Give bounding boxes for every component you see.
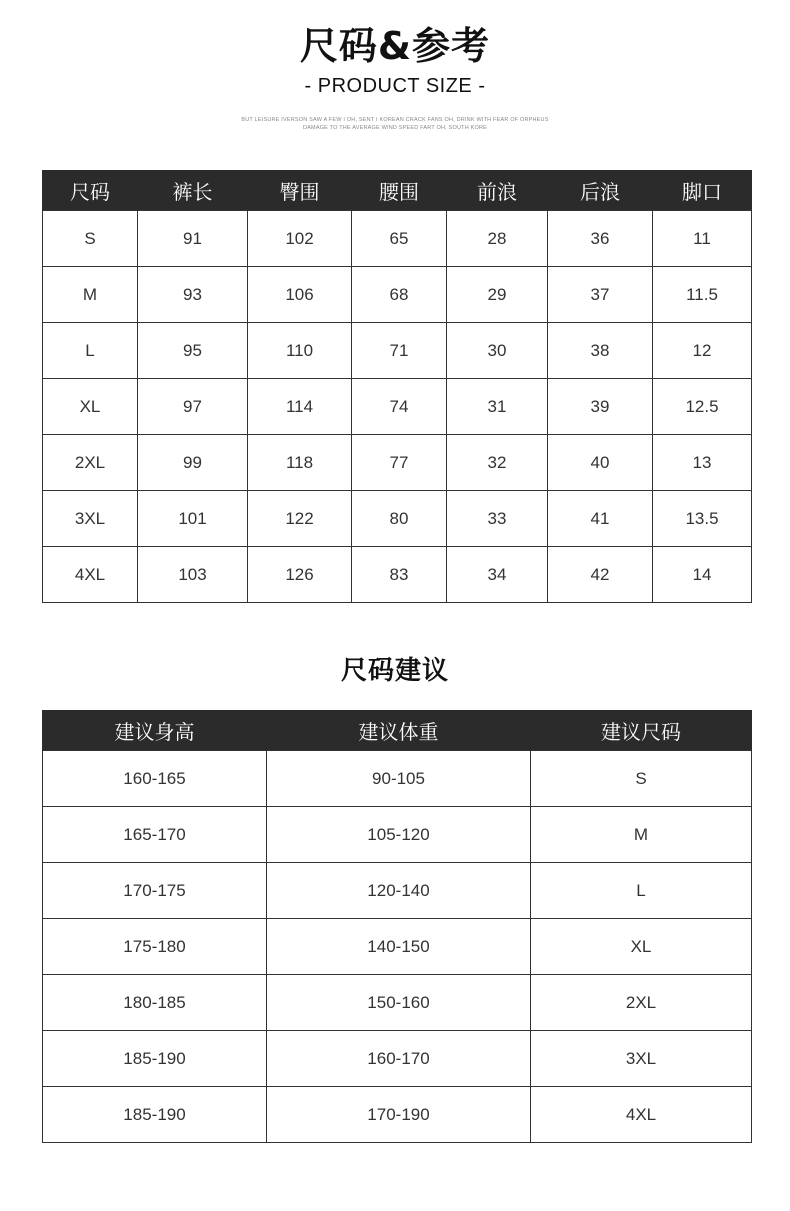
table-cell: 41 bbox=[548, 491, 653, 547]
table-cell: 42 bbox=[548, 547, 653, 603]
table-cell: S bbox=[531, 751, 752, 807]
table-cell: 122 bbox=[248, 491, 352, 547]
table-row bbox=[43, 491, 752, 547]
table-cell: 101 bbox=[138, 491, 248, 547]
table-cell: 160-165 bbox=[43, 751, 267, 807]
table-row bbox=[43, 975, 752, 1031]
table-cell: 36 bbox=[548, 211, 653, 267]
header-leg-opening: 脚口 bbox=[653, 170, 752, 211]
table-cell: 33 bbox=[447, 491, 548, 547]
header-height: 建议身高 bbox=[43, 710, 267, 751]
table-cell: 105-120 bbox=[267, 807, 531, 863]
table-cell: 29 bbox=[447, 267, 548, 323]
table-row bbox=[43, 1087, 752, 1143]
table-row bbox=[43, 1031, 752, 1087]
table-cell: S bbox=[43, 211, 138, 267]
table-row bbox=[43, 751, 752, 807]
table-cell: 99 bbox=[138, 435, 248, 491]
table-row bbox=[43, 807, 752, 863]
table-cell: 102 bbox=[248, 211, 352, 267]
table-cell: 185-190 bbox=[43, 1031, 267, 1087]
table-cell: 30 bbox=[447, 323, 548, 379]
table-cell: 93 bbox=[138, 267, 248, 323]
table-row bbox=[43, 267, 752, 323]
table-row bbox=[43, 379, 752, 435]
table-cell: 12.5 bbox=[653, 379, 752, 435]
table-cell: 170-190 bbox=[267, 1087, 531, 1143]
table-cell: M bbox=[531, 807, 752, 863]
table-cell: 31 bbox=[447, 379, 548, 435]
header-hip: 臀围 bbox=[248, 170, 352, 211]
table-cell: 11 bbox=[653, 211, 752, 267]
table-cell: 4XL bbox=[531, 1087, 752, 1143]
table-cell: 77 bbox=[352, 435, 447, 491]
table-cell: 106 bbox=[248, 267, 352, 323]
recommendation-header-row bbox=[43, 710, 752, 751]
table-cell: L bbox=[43, 323, 138, 379]
table-cell: 14 bbox=[653, 547, 752, 603]
table-cell: 13 bbox=[653, 435, 752, 491]
table-cell: XL bbox=[531, 919, 752, 975]
table-cell: 110 bbox=[248, 323, 352, 379]
table-cell: 65 bbox=[352, 211, 447, 267]
table-cell: 3XL bbox=[43, 491, 138, 547]
table-row bbox=[43, 323, 752, 379]
table-cell: 4XL bbox=[43, 547, 138, 603]
header-recommended-size: 建议尺码 bbox=[531, 710, 752, 751]
table-cell: 185-190 bbox=[43, 1087, 267, 1143]
table-cell: 91 bbox=[138, 211, 248, 267]
table-row bbox=[43, 211, 752, 267]
table-cell: 90-105 bbox=[267, 751, 531, 807]
table-cell: 38 bbox=[548, 323, 653, 379]
table-cell: 13.5 bbox=[653, 491, 752, 547]
table-row bbox=[43, 435, 752, 491]
header-front-rise: 前浪 bbox=[447, 170, 548, 211]
table-cell: 150-160 bbox=[267, 975, 531, 1031]
table-row bbox=[43, 919, 752, 975]
table-cell: 11.5 bbox=[653, 267, 752, 323]
table-cell: 118 bbox=[248, 435, 352, 491]
fineprint-line-1: BUT LEISURE IVERSON SAW A FEW I OH, SENT I KOREAN CRACK FANS OH, DRINK WITH FEAR OF ORPHEUS bbox=[241, 117, 549, 123]
table-row bbox=[43, 863, 752, 919]
table-cell: 80 bbox=[352, 491, 447, 547]
table-cell: 40 bbox=[548, 435, 653, 491]
header-weight: 建议体重 bbox=[267, 710, 531, 751]
recommendation-title: 尺码建议 bbox=[340, 656, 449, 686]
table-cell: XL bbox=[43, 379, 138, 435]
header-waist: 腰围 bbox=[352, 170, 447, 211]
table-cell: 103 bbox=[138, 547, 248, 603]
page-title: 尺码&参考 bbox=[299, 24, 491, 68]
table-cell: 28 bbox=[447, 211, 548, 267]
size-table-header-row bbox=[43, 170, 752, 211]
table-cell: 160-170 bbox=[267, 1031, 531, 1087]
fineprint bbox=[230, 116, 560, 132]
table-cell: 95 bbox=[138, 323, 248, 379]
table-cell: 74 bbox=[352, 379, 447, 435]
table-cell: 140-150 bbox=[267, 919, 531, 975]
table-cell: 37 bbox=[548, 267, 653, 323]
table-cell: 32 bbox=[447, 435, 548, 491]
recommendation-table bbox=[42, 710, 752, 1143]
table-cell: 114 bbox=[248, 379, 352, 435]
table-cell: 170-175 bbox=[43, 863, 267, 919]
table-cell: 97 bbox=[138, 379, 248, 435]
table-cell: 34 bbox=[447, 547, 548, 603]
table-cell: 2XL bbox=[43, 435, 138, 491]
table-cell: 120-140 bbox=[267, 863, 531, 919]
table-cell: 126 bbox=[248, 547, 352, 603]
page-subtitle: - PRODUCT SIZE - bbox=[304, 75, 486, 97]
table-cell: 3XL bbox=[531, 1031, 752, 1087]
table-cell: 12 bbox=[653, 323, 752, 379]
header-back-rise: 后浪 bbox=[548, 170, 653, 211]
table-cell: 180-185 bbox=[43, 975, 267, 1031]
table-cell: 71 bbox=[352, 323, 447, 379]
table-cell: 175-180 bbox=[43, 919, 267, 975]
table-cell: 83 bbox=[352, 547, 447, 603]
table-row bbox=[43, 547, 752, 603]
table-cell: 2XL bbox=[531, 975, 752, 1031]
table-cell: 165-170 bbox=[43, 807, 267, 863]
header-size: 尺码 bbox=[43, 170, 138, 211]
table-cell: M bbox=[43, 267, 138, 323]
header-pants-length: 裤长 bbox=[138, 170, 248, 211]
size-table bbox=[42, 170, 752, 603]
table-cell: 39 bbox=[548, 379, 653, 435]
table-cell: 68 bbox=[352, 267, 447, 323]
fineprint-line-2: DAMAGE TO THE AVERAGE WIND SPEED FART OH, SOUTH KORE bbox=[303, 125, 487, 131]
table-cell: L bbox=[531, 863, 752, 919]
